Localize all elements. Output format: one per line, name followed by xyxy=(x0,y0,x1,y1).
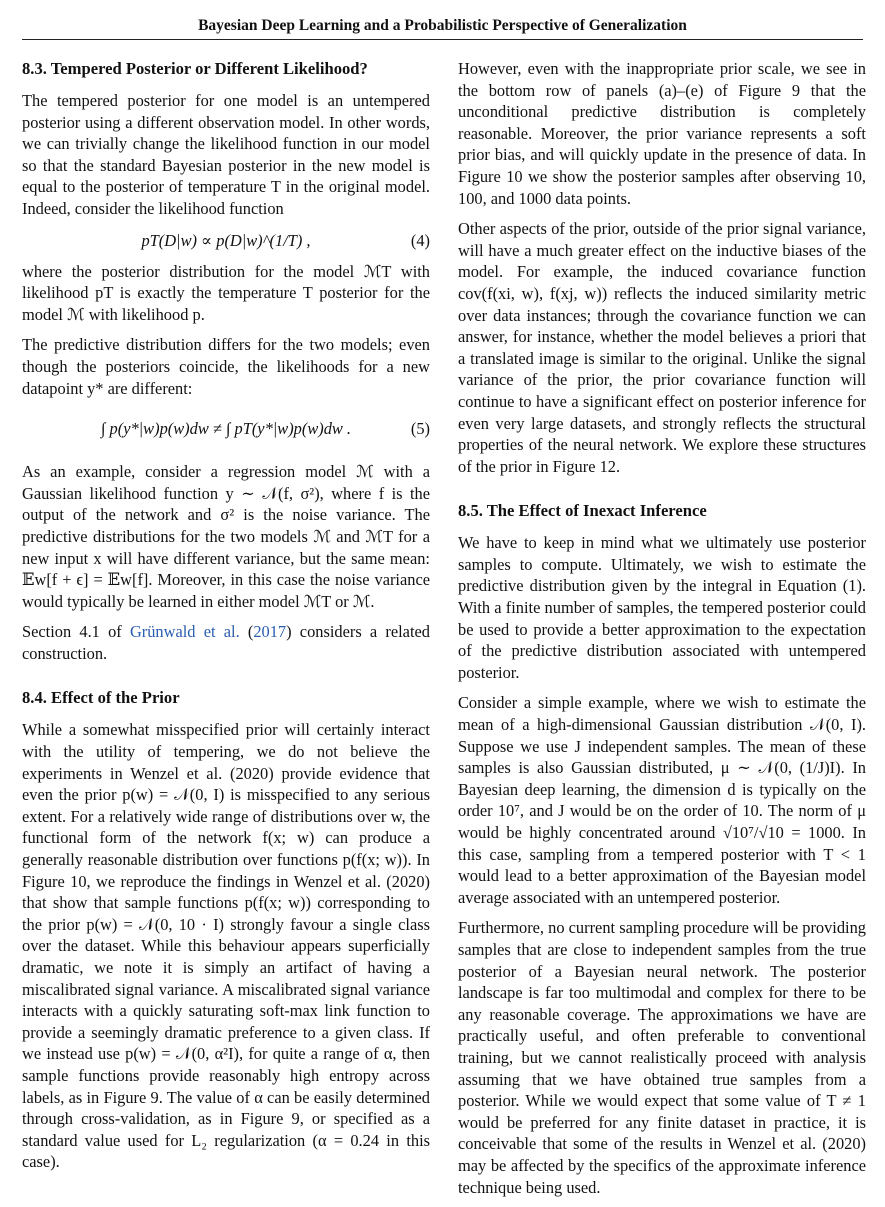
text-run: ) considers a related construction. xyxy=(22,622,430,663)
paragraph: However, even with the inappropriate prior scale, we see in the bottom row of panels (a)–(e) of Figure 9 that the unconditional predictive distribution is completely reasonable. Moreover, the prior variance represents a soft prior bias, and will quickly update in the presence of data. In Figure 10 we show the posterior samples after observing 10, 100, and 1000 data points. xyxy=(458,59,866,208)
paragraph: where the posterior distribution for the model ℳT with likelihood pT is exactly the temperature T posterior for the model ℳ with likelihood p. xyxy=(22,261,430,324)
paragraph: The tempered posterior for one model is an untempered posterior using a different observation model. In other words, we can trivially change the likelihood function in our model so that the standard Bayesian posterior in the new model is equal to the posterior of temperature T in the original model. Indeed, consider the likelihood function xyxy=(22,91,430,218)
equation-5 xyxy=(22,409,430,449)
equation-body: ∫ p(y*|w)p(w)dw ≠ ∫ pT(y*|w)p(w)dw . xyxy=(100,419,352,439)
right-column xyxy=(458,58,866,1207)
citation-link[interactable]: Grünwald et al. xyxy=(129,622,240,642)
left-column xyxy=(22,58,430,1182)
paragraph: Consider a simple example, where we wish to estimate the mean of a high-dimensional Gaussian distribution 𝒩(0, I). Suppose we use J independent samples. The mean of these samples is also Gaussian distributed, μ ∼ 𝒩(0, (1/J)I). In Bayesian deep learning, the dimension d is typically on the order 10⁷, and J would be on the order of 10. The norm of μ would be highly concentrated around √10⁷/√10 = 1000. In this case, sampling from a tempered posterior with T < 1 would lead to a better approximation of the Bayesian model average associated with an untempered posterior. xyxy=(458,693,866,907)
equation-number: (4) xyxy=(410,230,430,250)
paragraph: Other aspects of the prior, outside of the prior signal variance, will have a much greater effect on the inductive biases of the model. For example, the induced covariance function cov(f(xi, w), f(xj, w)) reflects the induced similarity metric over data instances; through the covariance function we can answer, for instance, whether the model believes a priori that a translated image is similar to the original. Unlike the signal variance of the prior, the prior covariance function will continue to have a significant effect on posterior inference for even very large datasets, and strongly reflects the structural properties of the neural network. We explore these structures of the prior in Figure 12. xyxy=(458,219,866,476)
running-header: Bayesian Deep Learning and a Probabilistic Perspective of Generalization xyxy=(22,16,863,40)
paragraph xyxy=(22,621,430,664)
equation-number: (5) xyxy=(410,419,430,439)
paragraph: While a somewhat misspecified prior will certainly interact with the utility of tempering, we do not believe the experiments in Wenzel et al. (2020) provide evidence that even the prior p(w) = 𝒩(0, I) is misspecified to any serious extent. For a relatively wide range of distributions over w, the functional form of the network f(x; w) can produce a generally reasonable distribution over functions p(f(x; w)). In Figure 10, we reproduce the findings in Wenzel et al. (2020) that show that sample functions p(f(x; w)) corresponding to the prior p(w) = 𝒩(0, 10 · I) strongly favour a single class over the dataset. While this behaviour appears superficially dramatic, we note it is simply an artifact of having a miscalibrated signal variance. A miscalibrated signal variance interacts with a quickly saturating soft-max link function to provide a seemingly dramatic preference to a given class. If we instead use p(w) = 𝒩(0, α²I), for quite a range of α, then sample functions provide reasonably high entropy across labels, as in Figure 9. The value of α can be easily determined through cross-validation, as in Figure 9, or specified as a standard value used for L₂ regularization (α = 0.24 in this case). xyxy=(22,720,430,1172)
equation-4 xyxy=(22,229,430,253)
paragraph: The predictive distribution differs for the two models; even though the posteriors coincide, the likelihoods for a new datapoint y* are different: xyxy=(22,335,430,398)
text-run: Section 4.1 of xyxy=(22,622,130,642)
section-8-5-title: 8.5. The Effect of Inexact Inference xyxy=(458,501,707,521)
section-8-3-title: 8.3. Tempered Posterior or Different Likelihood? xyxy=(22,59,368,78)
section-8-4-title: 8.4. Effect of the Prior xyxy=(22,688,180,708)
paragraph: We have to keep in mind what we ultimately use posterior samples to compute. Ultimately, we wish to estimate the predictive distribution given by the integral in Equation (1). With a finite number of samples, the tempered posterior could be used to provide a better approximation to the expectation of the predictive distribution associated with untempered posterior. xyxy=(458,533,866,682)
text-run: ( xyxy=(239,622,254,642)
paragraph: Furthermore, no current sampling procedure will be providing samples that are close to independent samples from the true posterior of a Bayesian neural network. The posterior landscape is far too multimodal and complex for there to be any reasonable coverage. The approximations we have are practically useful, and often preferable to conventional training, but we cannot realistically proceed with analysis assuming that we have obtained true samples from a posterior. While we would expect that some value of T ≠ 1 would be preferred for any finite dataset in practice, it is conceivable that some of the results in Wenzel et al. (2020) may be affected by the specifics of the approximate inference technique being used. xyxy=(458,918,866,1197)
citation-year-link[interactable]: 2017 xyxy=(253,622,287,642)
equation-body: pT(D|w) ∝ p(D|w)^(1/T) , xyxy=(141,230,311,250)
paragraph: As an example, consider a regression model ℳ with a Gaussian likelihood function y ∼ 𝒩(f, σ²), where f is the output of the network and σ² is the noise variance. The predictive distributions for the two models ℳ and ℳT for a new input x will have different variance, but the same mean: 𝔼w[f + ϵ] = 𝔼w[f]. Moreover, in this case the noise variance would typically be learned in either model ℳT or ℳ. xyxy=(22,462,430,611)
